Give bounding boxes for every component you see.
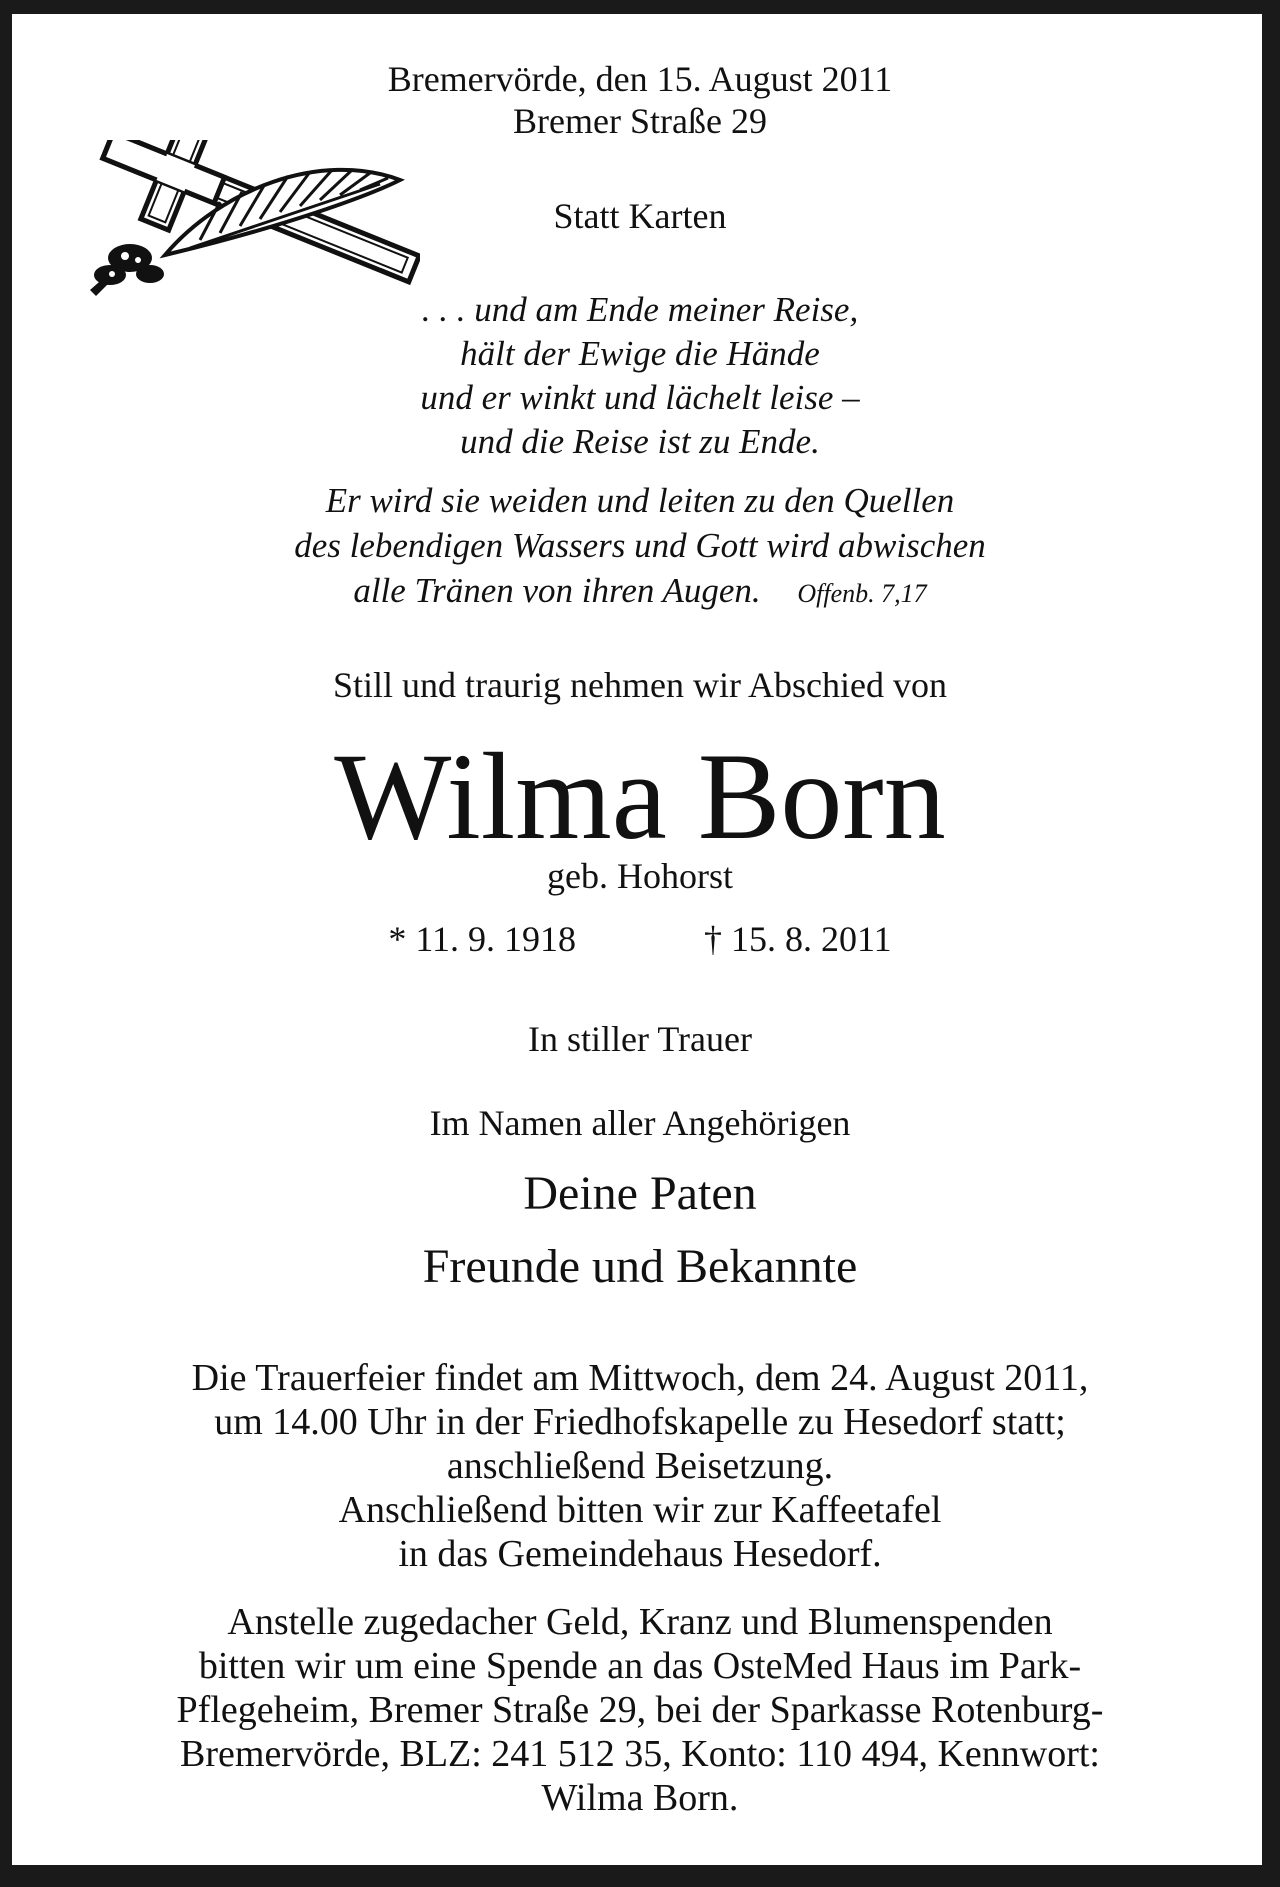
donation-line: Bremervörde, BLZ: 241 512 35, Konto: 110 494, Kennwort: [180, 1733, 1100, 1775]
verse-line: des lebendigen Wassers und Gott wird abwischen [294, 526, 986, 565]
death-date: † 15. 8. 2011 [704, 919, 892, 959]
verse-citation: Offenb. 7,17 [797, 579, 927, 608]
place-date: Bremervörde, den 15. August 2011 [387, 59, 893, 99]
deceased-name: Wilma Born [334, 728, 946, 865]
verse-line-last [0, 568, 1280, 616]
mourning-line: In stiller Trauer [528, 1019, 752, 1059]
service-line: in das Gemeindehaus Hesedorf. [398, 1533, 882, 1575]
address: Bremer Straße 29 [513, 101, 767, 141]
donation-line: bitten wir um eine Spende an das OsteMed Haus im Park- [198, 1645, 1082, 1687]
service-line: anschließend Beisetzung. [446, 1445, 834, 1487]
donation-line: Wilma Born. [541, 1777, 739, 1819]
poem-line: hält der Ewige die Hände [460, 334, 820, 373]
poem-line: und die Reise ist zu Ende. [460, 422, 820, 461]
service-line: Anschließend bitten wir zur Kaffeetafel [338, 1489, 942, 1531]
service-line: Die Trauerfeier findet am Mittwoch, dem 24. August 2011, [191, 1357, 1089, 1399]
donation-line: Pflegeheim, Bremer Straße 29, bei der Sparkasse Rotenburg- [176, 1689, 1104, 1731]
verse-line: alle Tränen von ihren Augen. [353, 571, 761, 610]
poem-line: und er winkt und lächelt leise – [420, 378, 860, 417]
farewell-intro: Still und traurig nehmen wir Abschied von [333, 665, 947, 705]
mourner-name: Deine Paten [523, 1167, 757, 1220]
service-line: um 14.00 Uhr in der Friedhofskapelle zu Hesedorf statt; [214, 1401, 1066, 1443]
life-dates [0, 918, 1280, 960]
cross-with-palm-icon [70, 140, 420, 300]
verse-line: Er wird sie weiden und leiten zu den Quellen [325, 481, 955, 520]
statt-karten: Statt Karten [553, 196, 727, 236]
maiden-name: geb. Hohorst [547, 856, 733, 896]
birth-date: * 11. 9. 1918 [388, 919, 576, 959]
donation-line: Anstelle zugedacher Geld, Kranz und Blumenspenden [227, 1601, 1053, 1643]
poem-line: . . . und am Ende meiner Reise, [421, 290, 859, 329]
relatives-line: Im Namen aller Angehörigen [429, 1103, 851, 1143]
mourner-name: Freunde und Bekannte [422, 1240, 858, 1293]
